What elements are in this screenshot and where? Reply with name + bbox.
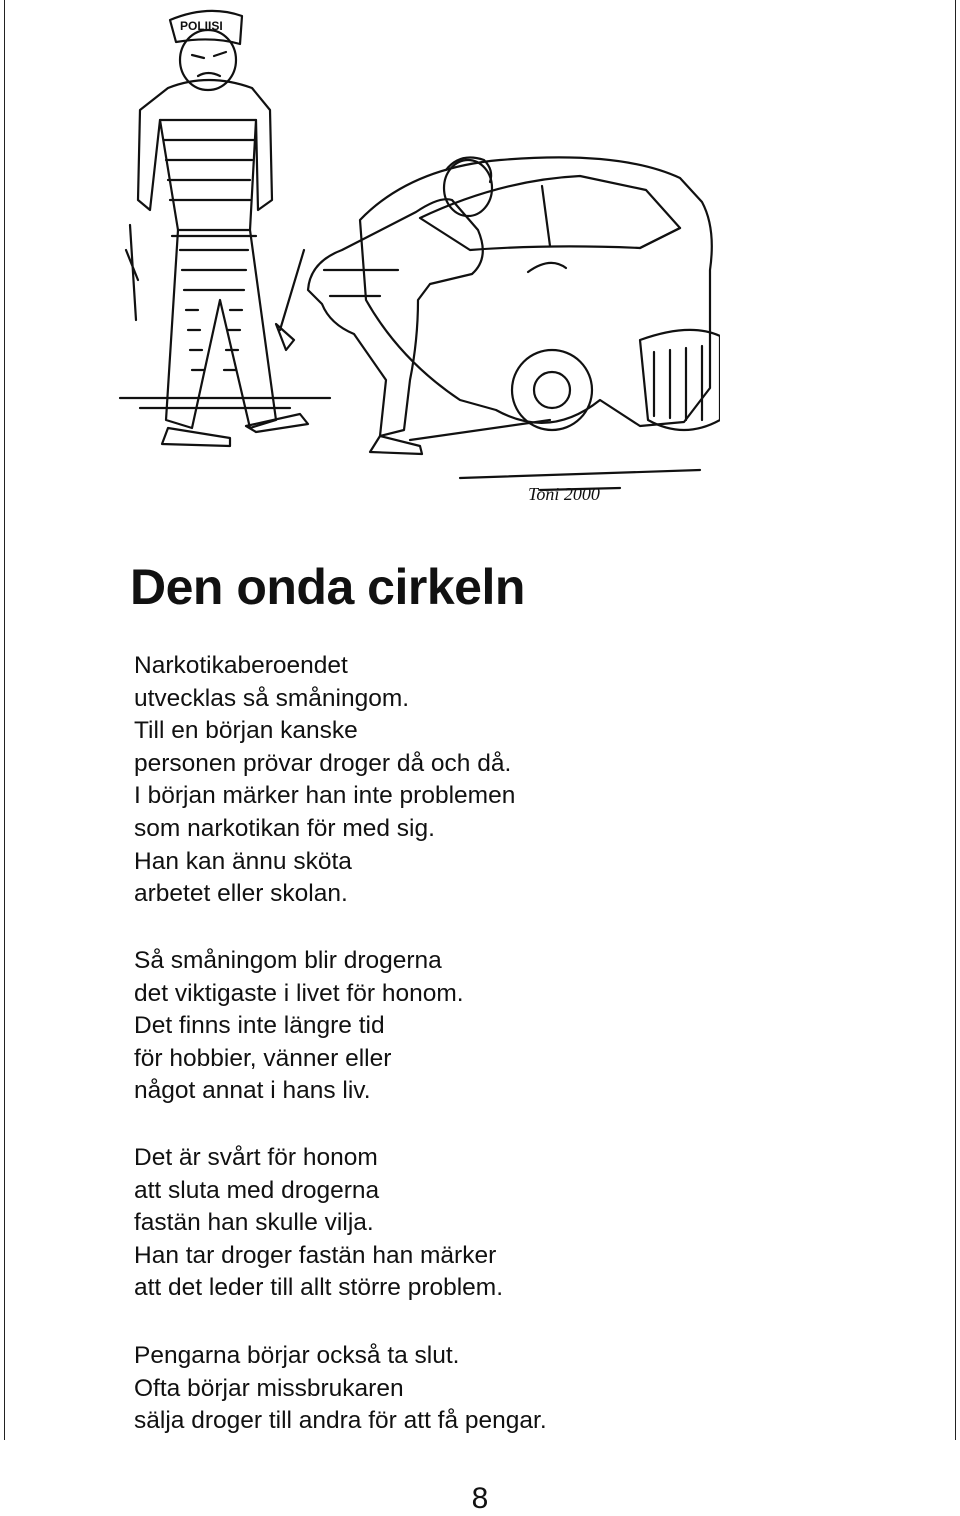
cap-text: POLIISI	[180, 19, 223, 33]
stanza-1	[134, 650, 515, 911]
text-line: utvecklas så småningom.	[134, 684, 410, 712]
text-line: sälja droger till andra för att få pengar.	[134, 1407, 547, 1435]
text-line: något annat i hans liv.	[134, 1077, 371, 1105]
text-line: Det finns inte längre tid	[134, 1012, 385, 1040]
artist-signature: Toni 2000	[528, 484, 600, 504]
text-line: att sluta med drogerna	[134, 1176, 380, 1204]
thief-figure	[308, 199, 483, 436]
text-line: Pengarna börjar också ta slut.	[134, 1342, 460, 1369]
text-line: Han tar droger fastän han märker	[134, 1241, 497, 1269]
text-line: arbetet eller skolan.	[134, 880, 348, 908]
text-line: I början märker han inte problemen	[134, 782, 516, 810]
stanza-3	[134, 1142, 503, 1305]
stanza-2	[134, 945, 464, 1108]
car-shape	[360, 157, 712, 426]
text-line: som narkotikan för med sig.	[134, 814, 435, 842]
text-line: Ofta börjar missbrukaren	[134, 1374, 404, 1402]
text-line: Han kan ännu sköta	[134, 847, 352, 875]
text-line: det viktigaste i livet för honom.	[134, 979, 464, 1007]
stanza-4	[134, 1340, 547, 1438]
text-line: för hobbier, vänner eller	[134, 1044, 392, 1072]
text-line: Till en början kanske	[134, 717, 358, 745]
text-line: personen prövar droger då och då.	[134, 749, 512, 777]
text-line: Det är svårt för honom	[134, 1144, 378, 1171]
page-number: 8	[471, 1482, 489, 1515]
page-title: Den onda cirkeln	[130, 559, 525, 615]
text-line: Narkotikaberoendet	[134, 652, 348, 679]
page-edge-left	[4, 0, 5, 1440]
cartoon-illustration	[80, 0, 720, 520]
text-line: Så småningom blir drogerna	[134, 947, 442, 974]
page-edge-right	[955, 0, 956, 1440]
text-line: fastän han skulle vilja.	[134, 1209, 374, 1237]
text-line: att det leder till allt större problem.	[134, 1274, 504, 1302]
